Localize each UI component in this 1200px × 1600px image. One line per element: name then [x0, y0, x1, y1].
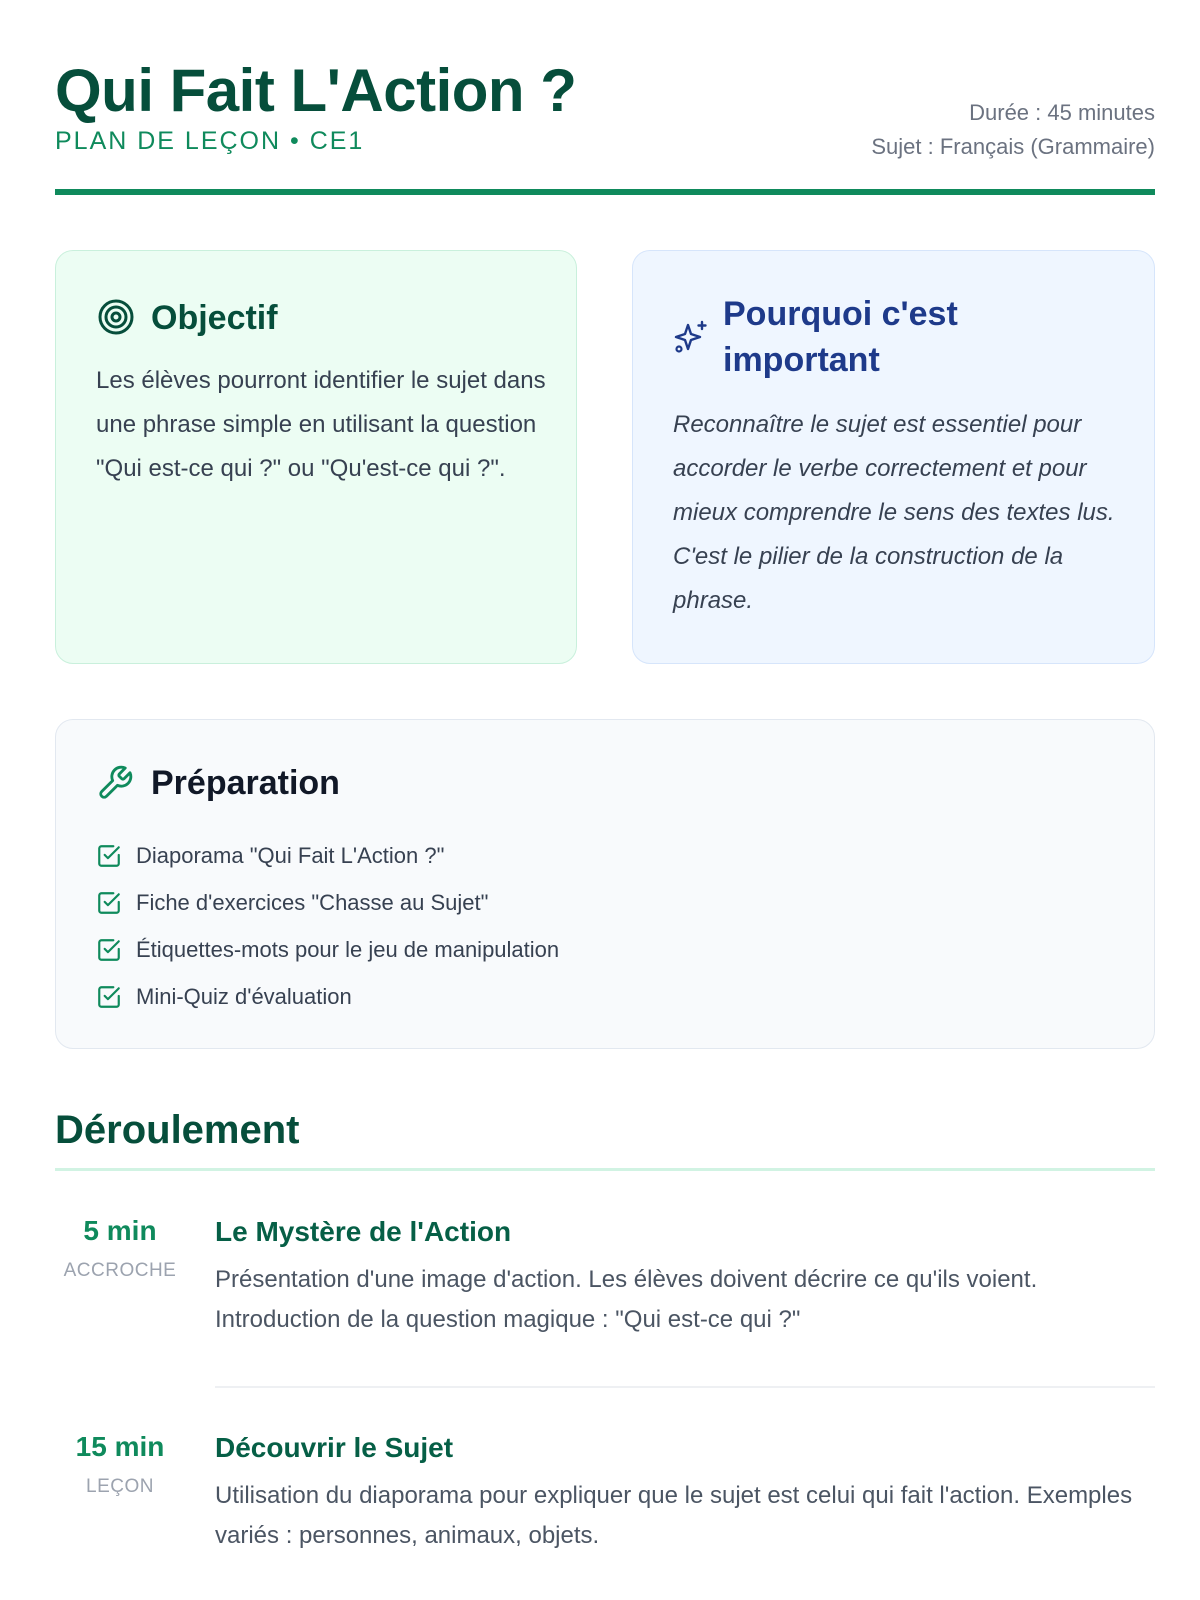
- wrench-icon: [96, 764, 134, 802]
- step-title: Le Mystère de l'Action: [215, 1216, 512, 1247]
- checkbox-checked-icon: [96, 937, 122, 963]
- objective-card: [55, 250, 577, 664]
- lesson-header: [55, 50, 1155, 195]
- step-duration: 5 min: [83, 1215, 157, 1246]
- checkbox-checked-icon: [96, 984, 122, 1010]
- preparation-card: [55, 719, 1155, 1049]
- subject-text: Sujet : Français (Grammaire): [871, 134, 1155, 159]
- objective-title: Objectif: [151, 299, 278, 337]
- duration-text: Durée : 45 minutes: [969, 100, 1155, 125]
- preparation-item-label: Étiquettes-mots pour le jeu de manipulation: [136, 936, 560, 962]
- objective-text: Les élèves pourront identifier le sujet dans une phrase simple en utilisant la question "Qui est-ce qui ?" ou "Qu'est-ce qui ?".: [96, 367, 546, 482]
- step-divider: [215, 1386, 1155, 1388]
- preparation-item-label: Mini-Quiz d'évaluation: [136, 983, 352, 1009]
- step-phase-label: ACCROCHE: [63, 1260, 177, 1281]
- target-icon: [96, 297, 136, 337]
- section-divider: [55, 1168, 1155, 1171]
- page-title: Qui Fait L'Action ?: [55, 57, 577, 124]
- step-duration: 15 min: [75, 1431, 165, 1462]
- preparation-item-label: Fiche d'exercices "Chasse au Sujet": [136, 889, 489, 915]
- checkbox-checked-icon: [96, 843, 122, 869]
- steps-section-title: Déroulement: [55, 1108, 300, 1152]
- step-body: [215, 1212, 1155, 1340]
- preparation-item: [96, 832, 559, 879]
- step-title: Découvrir le Sujet: [215, 1432, 454, 1463]
- checkbox-checked-icon: [96, 890, 122, 916]
- preparation-item: [96, 973, 559, 1020]
- why-important-title: Pourquoi c'est important: [723, 295, 958, 379]
- step-description: Utilisation du diaporama pour expliquer que le sujet est celui qui fait l'action. Exemples variés : personnes, animaux, objets.: [215, 1482, 1133, 1549]
- preparation-title: Préparation: [151, 764, 340, 802]
- step-description: Présentation d'une image d'action. Les élèves doivent décrire ce qu'ils voient. Introduction de la question magique : "Qui est-ce qui ?": [215, 1266, 1038, 1333]
- sparkles-icon: [673, 319, 709, 355]
- preparation-item-label: Diaporama "Qui Fait L'Action ?": [136, 842, 445, 868]
- step-time: [55, 1212, 185, 1286]
- preparation-item: [96, 926, 559, 973]
- lesson-subtitle: PLAN DE LEÇON • CE1: [55, 127, 365, 155]
- step-phase-label: LEÇON: [86, 1476, 154, 1497]
- preparation-item: [96, 879, 559, 926]
- lesson-meta: [871, 96, 1155, 164]
- step-body: [215, 1428, 1155, 1556]
- why-important-text: Reconnaître le sujet est essentiel pour accorder le verbe correctement et pour mieux comprendre le sens des textes lus. C'est le pilier de la construction de la phrase.: [673, 411, 1115, 614]
- preparation-list: [96, 832, 559, 1020]
- why-important-card: [632, 250, 1155, 664]
- step-time: [55, 1428, 185, 1502]
